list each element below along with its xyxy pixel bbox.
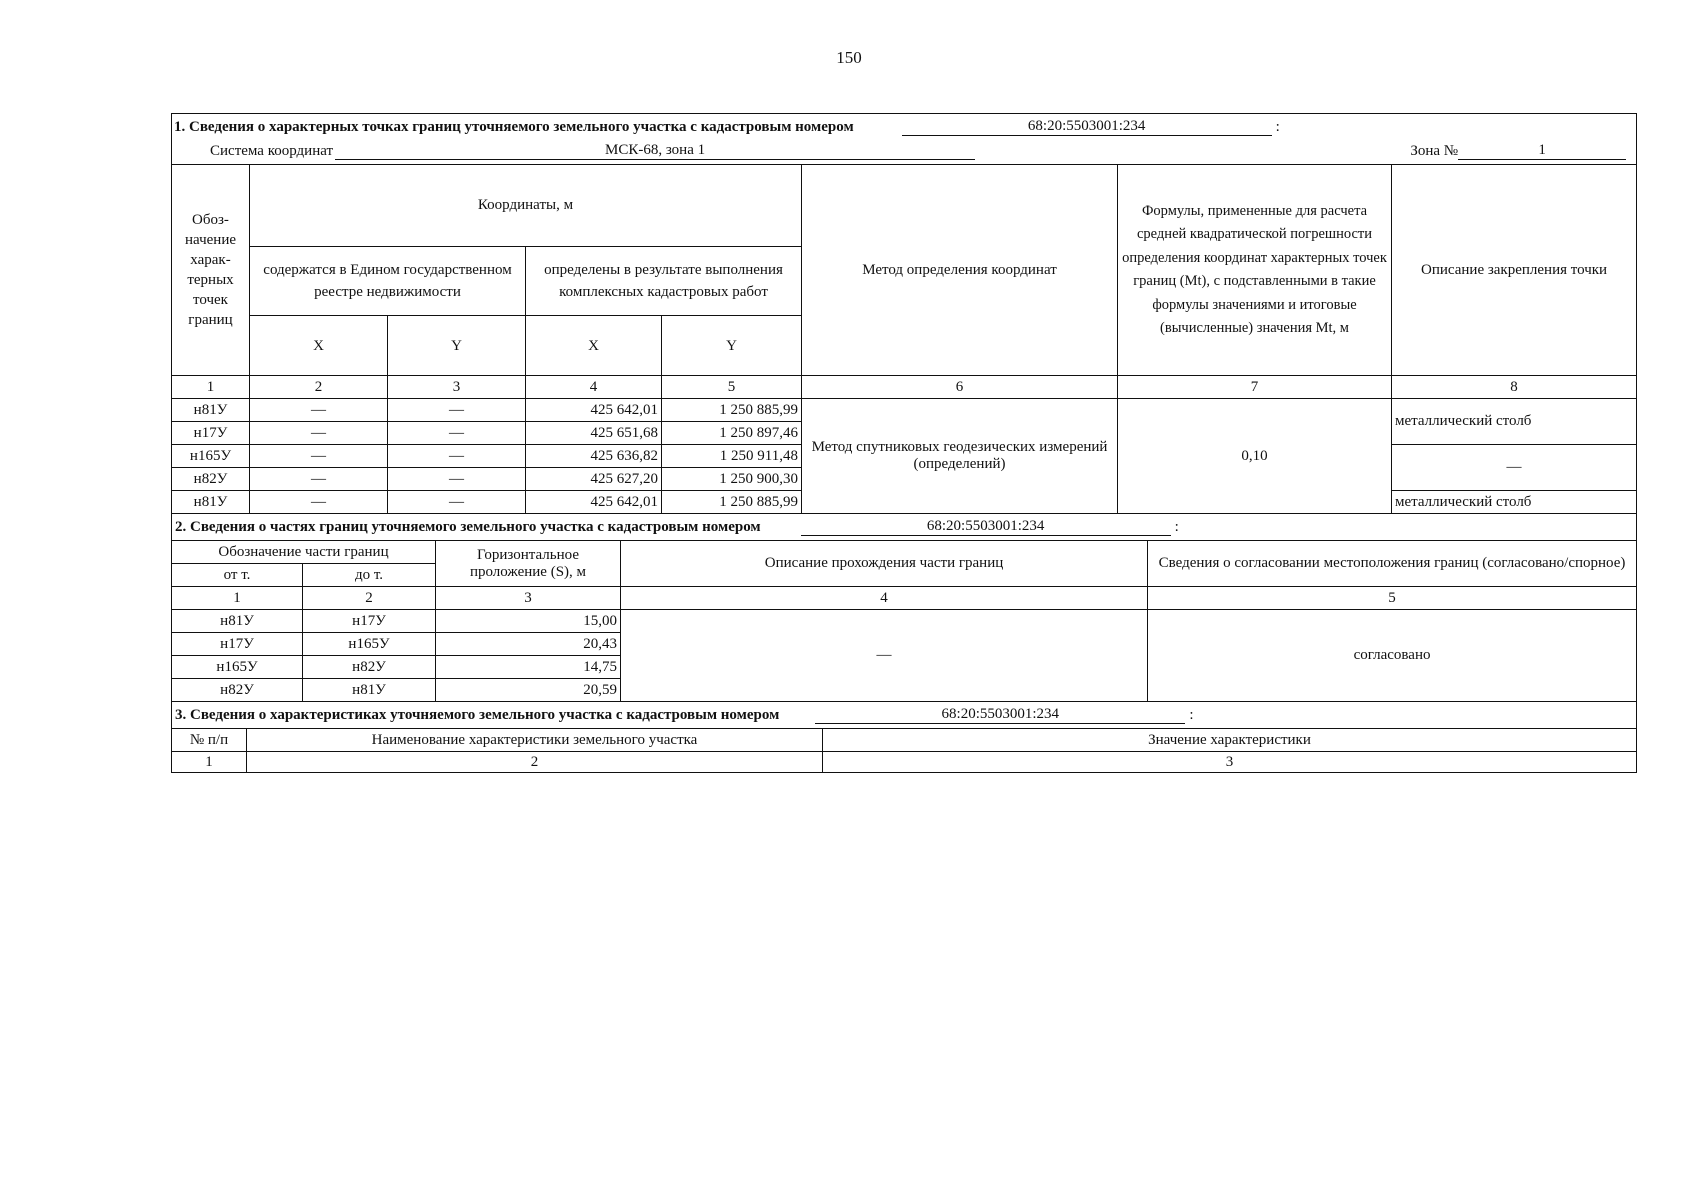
header-fixing: Описание закрепления точки bbox=[1392, 165, 1637, 376]
header-formulas: Формулы, примененные для расчета средней квадратической погрешности определения координат характерных точек границ (Mt), с подставленными в такие формулы значениями и итоговые (вычисленные) значения Mt, м bbox=[1118, 165, 1392, 376]
zone-label: Зона № bbox=[1410, 142, 1459, 159]
x-value: 425 636,82 bbox=[526, 445, 662, 468]
section1-cadastral-number: 68:20:5503001:234 bbox=[902, 118, 1272, 136]
table-row bbox=[172, 399, 1637, 422]
col-number: 2 bbox=[250, 376, 388, 399]
part-from: н17У bbox=[172, 633, 303, 656]
y-egrn: — bbox=[388, 422, 526, 445]
section2-cadastral-number: 68:20:5503001:234 bbox=[801, 518, 1171, 536]
agreement-value: согласовано bbox=[1148, 610, 1637, 702]
section1-colon: : bbox=[1275, 118, 1280, 135]
description-value: — bbox=[621, 610, 1148, 702]
part-length: 20,43 bbox=[436, 633, 621, 656]
header-part-designation: Обозначение части границ bbox=[172, 541, 436, 564]
section1-title: 1. Сведения о характерных точках границ уточняемого земельного участка с кадастровым номером bbox=[174, 118, 854, 135]
y-value: 1 250 885,99 bbox=[662, 491, 802, 514]
coord-system-value: МСК-68, зона 1 bbox=[335, 142, 975, 160]
method-value: Метод спутниковых геодезических измерений (определений) bbox=[802, 399, 1118, 514]
cadastral-document bbox=[171, 113, 1636, 773]
x-value: 425 642,01 bbox=[526, 491, 662, 514]
col-number: 1 bbox=[172, 376, 250, 399]
point-name: н82У bbox=[172, 468, 250, 491]
y-egrn: — bbox=[388, 491, 526, 514]
point-name: н17У bbox=[172, 422, 250, 445]
col-number: 3 bbox=[388, 376, 526, 399]
x-egrn: — bbox=[250, 468, 388, 491]
x-value: 425 627,20 bbox=[526, 468, 662, 491]
col-number: 5 bbox=[662, 376, 802, 399]
y-value: 1 250 911,48 bbox=[662, 445, 802, 468]
header-value: Значение характеристики bbox=[823, 729, 1637, 752]
section3-colon: : bbox=[1189, 706, 1194, 723]
header-horizontal: Горизонтальное проложение (S), м bbox=[436, 541, 621, 587]
fixing-value: металлический столб bbox=[1392, 399, 1637, 445]
section1-table bbox=[171, 113, 1637, 514]
x-egrn: — bbox=[250, 399, 388, 422]
header-point-designation: Обоз-начение харак-терных точек границ bbox=[172, 165, 250, 376]
fixing-value: — bbox=[1392, 445, 1637, 491]
part-to: н17У bbox=[303, 610, 436, 633]
point-name: н165У bbox=[172, 445, 250, 468]
point-name: н81У bbox=[172, 399, 250, 422]
x-value: 425 651,68 bbox=[526, 422, 662, 445]
part-from: н81У bbox=[172, 610, 303, 633]
y-value: 1 250 885,99 bbox=[662, 399, 802, 422]
section3-heading bbox=[172, 702, 1637, 729]
header-method: Метод определения координат bbox=[802, 165, 1118, 376]
y-egrn: — bbox=[388, 399, 526, 422]
x-egrn: — bbox=[250, 491, 388, 514]
section2-heading bbox=[172, 514, 1637, 541]
table-row bbox=[172, 610, 1637, 633]
part-to: н165У bbox=[303, 633, 436, 656]
header-name: Наименование характеристики земельного участка bbox=[247, 729, 823, 752]
x-value: 425 642,01 bbox=[526, 399, 662, 422]
part-from: н82У bbox=[172, 679, 303, 702]
page-number: 150 bbox=[836, 48, 862, 67]
part-length: 15,00 bbox=[436, 610, 621, 633]
col-number: 5 bbox=[1148, 587, 1637, 610]
col-number: 3 bbox=[823, 752, 1637, 773]
y-egrn: — bbox=[388, 445, 526, 468]
part-to: н82У bbox=[303, 656, 436, 679]
y-egrn: — bbox=[388, 468, 526, 491]
header-in-egrn: содержатся в Едином государственном реестре недвижимости bbox=[250, 246, 526, 316]
header-x-egrn: X bbox=[250, 316, 388, 376]
part-length: 20,59 bbox=[436, 679, 621, 702]
header-num: № п/п bbox=[172, 729, 247, 752]
col-number: 2 bbox=[247, 752, 823, 773]
mt-value: 0,10 bbox=[1118, 399, 1392, 514]
col-number: 2 bbox=[303, 587, 436, 610]
x-egrn: — bbox=[250, 422, 388, 445]
section2-title: 2. Сведения о частях границ уточняемого земельного участка с кадастровым номером bbox=[175, 518, 761, 535]
section3-table bbox=[171, 702, 1637, 773]
coord-system-label: Система координат bbox=[210, 142, 334, 159]
col-number: 1 bbox=[172, 752, 247, 773]
col-number: 4 bbox=[526, 376, 662, 399]
col-number: 1 bbox=[172, 587, 303, 610]
y-value: 1 250 900,30 bbox=[662, 468, 802, 491]
section2-table bbox=[171, 514, 1637, 702]
col-number: 7 bbox=[1118, 376, 1392, 399]
part-from: н165У bbox=[172, 656, 303, 679]
header-from: от т. bbox=[172, 564, 303, 587]
header-y-egrn: Y bbox=[388, 316, 526, 376]
x-egrn: — bbox=[250, 445, 388, 468]
header-y: Y bbox=[662, 316, 802, 376]
section1-heading bbox=[172, 114, 1637, 165]
section3-cadastral-number: 68:20:5503001:234 bbox=[815, 706, 1185, 724]
section3-title: 3. Сведения о характеристиках уточняемого земельного участка с кадастровым номером bbox=[175, 706, 780, 723]
header-to: до т. bbox=[303, 564, 436, 587]
col-number: 8 bbox=[1392, 376, 1637, 399]
col-number: 4 bbox=[621, 587, 1148, 610]
header-coordinates: Координаты, м bbox=[250, 165, 802, 247]
header-description: Описание прохождения части границ bbox=[621, 541, 1148, 587]
zone-value: 1 bbox=[1458, 142, 1626, 160]
y-value: 1 250 897,46 bbox=[662, 422, 802, 445]
point-name: н81У bbox=[172, 491, 250, 514]
header-agreement: Сведения о согласовании местоположения границ (согласовано/спорное) bbox=[1148, 541, 1637, 587]
header-determined: определены в результате выполнения комплексных кадастровых работ bbox=[526, 246, 802, 316]
col-number: 6 bbox=[802, 376, 1118, 399]
section2-colon: : bbox=[1174, 518, 1179, 535]
part-length: 14,75 bbox=[436, 656, 621, 679]
col-number: 3 bbox=[436, 587, 621, 610]
part-to: н81У bbox=[303, 679, 436, 702]
header-x: X bbox=[526, 316, 662, 376]
fixing-value: металлический столб bbox=[1392, 491, 1637, 514]
